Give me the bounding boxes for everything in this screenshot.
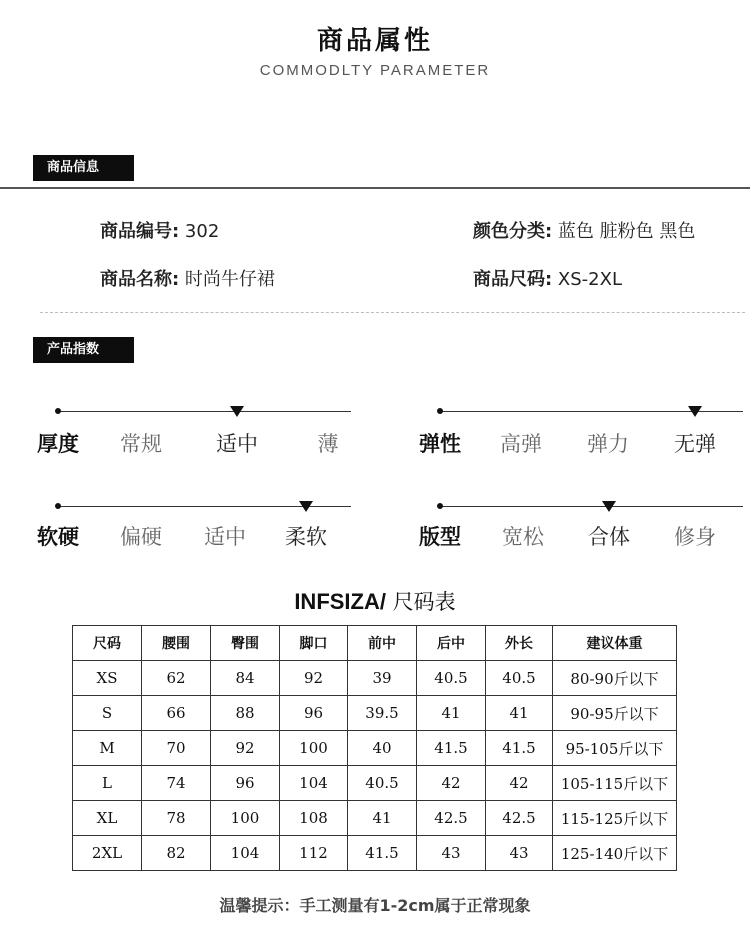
table-cell: 39 xyxy=(348,661,417,696)
info-item-code xyxy=(100,217,219,243)
table-cell: 42.5 xyxy=(417,801,486,836)
scale-start-dot xyxy=(437,408,443,414)
table-cell: 74 xyxy=(142,766,211,801)
table-header-cell: 尺码 xyxy=(73,626,142,661)
table-cell: 62 xyxy=(142,661,211,696)
info-item-name xyxy=(100,265,275,291)
section-tag-index: 产品指数 xyxy=(33,337,134,363)
table-header-cell: 外长 xyxy=(486,626,553,661)
table-cell: 90-95斤以下 xyxy=(553,696,677,731)
size-chart-title-cn: 尺码表 xyxy=(385,590,456,614)
table-row xyxy=(73,836,677,871)
table-cell: 41.5 xyxy=(486,731,553,766)
table-row xyxy=(73,801,677,836)
info-key: 商品编号: xyxy=(100,221,180,242)
scale-option: 适中 xyxy=(216,432,258,456)
scale-option: 合体 xyxy=(588,525,630,549)
table-cell: 115-125斤以下 xyxy=(553,801,677,836)
table-cell: 42.5 xyxy=(486,801,553,836)
scale-marker-icon xyxy=(230,406,244,417)
scale-option: 偏硬 xyxy=(120,525,162,549)
table-cell: M xyxy=(73,731,142,766)
scale-option: 柔软 xyxy=(285,525,327,549)
table-header-cell: 前中 xyxy=(348,626,417,661)
table-cell: 40 xyxy=(348,731,417,766)
table-header-cell: 臀围 xyxy=(211,626,280,661)
info-key: 商品名称: xyxy=(100,269,180,290)
table-cell: 41 xyxy=(486,696,553,731)
scale-option: 无弹 xyxy=(674,432,716,456)
table-cell: 41 xyxy=(348,801,417,836)
table-row xyxy=(73,731,677,766)
table-cell: 78 xyxy=(142,801,211,836)
scale-start-dot xyxy=(55,408,61,414)
table-cell: 41.5 xyxy=(348,836,417,871)
table-cell: 84 xyxy=(211,661,280,696)
table-cell: 112 xyxy=(280,836,348,871)
table-cell: 96 xyxy=(280,696,348,731)
page-title: 商品属性 xyxy=(316,26,433,56)
table-cell: 39.5 xyxy=(348,696,417,731)
section-divider xyxy=(0,187,750,189)
table-cell: 105-115斤以下 xyxy=(553,766,677,801)
table-cell: 108 xyxy=(280,801,348,836)
scale-option: 高弹 xyxy=(500,432,542,456)
scale-option: 修身 xyxy=(674,525,716,549)
info-key: 商品尺码: xyxy=(473,269,553,290)
scale-name: 软硬 xyxy=(37,525,79,549)
table-cell: 92 xyxy=(211,731,280,766)
table-cell: 80-90斤以下 xyxy=(553,661,677,696)
scale-option: 适中 xyxy=(204,525,246,549)
info-value: 302 xyxy=(179,221,220,242)
table-header-cell: 建议体重 xyxy=(553,626,677,661)
scale-marker-icon xyxy=(688,406,702,417)
table-cell: XL xyxy=(73,801,142,836)
table-header-row xyxy=(73,626,677,661)
info-value: 时尚牛仔裙 xyxy=(179,269,275,290)
table-cell: 41.5 xyxy=(417,731,486,766)
table-header-cell: 脚口 xyxy=(280,626,348,661)
scale-start-dot xyxy=(437,503,443,509)
table-cell: 95-105斤以下 xyxy=(553,731,677,766)
scale-name: 厚度 xyxy=(37,432,79,456)
info-item-size xyxy=(473,265,622,291)
scale-marker-icon xyxy=(602,501,616,512)
table-row xyxy=(73,696,677,731)
table-cell: 66 xyxy=(142,696,211,731)
size-chart-title xyxy=(0,586,750,616)
section-tag-info: 商品信息 xyxy=(33,155,134,181)
scale-option: 薄 xyxy=(317,432,339,456)
size-chart-title-en: INFSIZA/ xyxy=(294,589,386,614)
scale-track xyxy=(58,411,351,412)
scale-option: 常规 xyxy=(120,432,162,456)
table-cell: 40.5 xyxy=(486,661,553,696)
page-subtitle: COMMODLTY PARAMETER xyxy=(259,62,491,79)
size-table xyxy=(72,625,677,871)
table-cell: 96 xyxy=(211,766,280,801)
dashed-divider xyxy=(40,312,745,313)
table-cell: 125-140斤以下 xyxy=(553,836,677,871)
table-cell: S xyxy=(73,696,142,731)
table-cell: 40.5 xyxy=(417,661,486,696)
table-row xyxy=(73,766,677,801)
measurement-note: 温馨提示：手工测量有1-2cm属于正常现象 xyxy=(219,896,531,915)
table-cell: 100 xyxy=(211,801,280,836)
table-cell: 40.5 xyxy=(348,766,417,801)
info-value: 蓝色 脏粉色 黑色 xyxy=(552,221,696,242)
scale-name: 版型 xyxy=(419,525,461,549)
table-cell: L xyxy=(73,766,142,801)
scale-name: 弹性 xyxy=(419,432,461,456)
table-cell: 43 xyxy=(417,836,486,871)
table-header-cell: 后中 xyxy=(417,626,486,661)
scale-start-dot xyxy=(55,503,61,509)
table-cell: 70 xyxy=(142,731,211,766)
table-cell: 41 xyxy=(417,696,486,731)
table-cell: 43 xyxy=(486,836,553,871)
table-cell: 82 xyxy=(142,836,211,871)
info-key: 颜色分类: xyxy=(473,221,553,242)
table-header-cell: 腰围 xyxy=(142,626,211,661)
table-cell: 42 xyxy=(417,766,486,801)
scale-marker-icon xyxy=(299,501,313,512)
table-cell: 92 xyxy=(280,661,348,696)
scale-track xyxy=(440,506,743,507)
table-cell: XS xyxy=(73,661,142,696)
table-cell: 104 xyxy=(280,766,348,801)
info-value: XS-2XL xyxy=(552,269,622,290)
table-cell: 42 xyxy=(486,766,553,801)
table-row xyxy=(73,661,677,696)
table-cell: 2XL xyxy=(73,836,142,871)
scale-option: 宽松 xyxy=(502,525,544,549)
info-item-colors xyxy=(473,217,695,243)
table-cell: 100 xyxy=(280,731,348,766)
scale-option: 弹力 xyxy=(587,432,629,456)
table-cell: 104 xyxy=(211,836,280,871)
table-cell: 88 xyxy=(211,696,280,731)
